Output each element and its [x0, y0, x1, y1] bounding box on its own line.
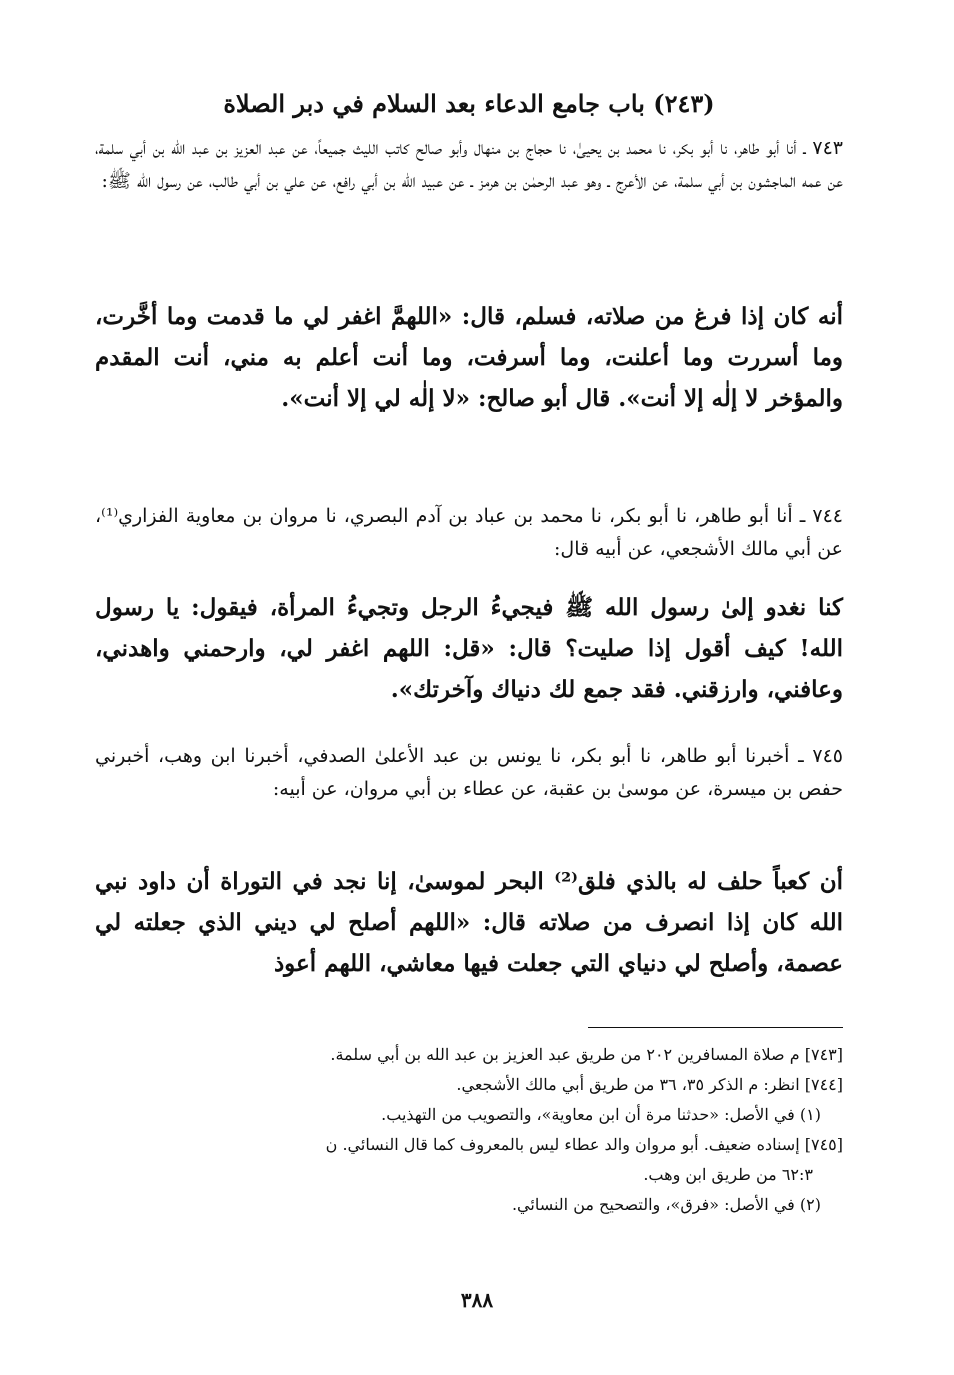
footnote-separator — [588, 1027, 843, 1028]
hadith-745-matn: أن كعباً حلف له بالذي فلق⁽²⁾ البحر لموسىٰ، إنا نجد في التوراة أن داود نبي الله كان إذا انصرف من صلاته قال: «اللهم أصلح لي ديني الذي جعلته لي عصمة، وأصلح لي دنياي التي جعلت فيها معاشي، اللهم أعوذ — [95, 868, 843, 977]
page-number: ٣٨٨ — [460, 1288, 494, 1312]
footnote-2: (٢) في الأصل: «فرق»، والتصحيح من النسائي. — [511, 1195, 821, 1214]
footnotes — [95, 1040, 843, 1220]
footnote-744: [٧٤٤] انظر: م الذكر ٣٥، ٣٦ من طريق أبي مالك الأشجعي. — [456, 1075, 843, 1094]
hadith-744-isnad: ٧٤٤ ـ أنا أبو طاهر، نا أبو بكر، نا محمد بن عباد بن آدم البصري، نا مروان بن معاوية الفزاري⁽¹⁾، عن أبي مالك الأشجعي، عن أبيه قال: — [95, 505, 843, 560]
footnote-1: (١) في الأصل: «حدثنا مرة أن ابن معاوية»، والتصويب من التهذيب. — [381, 1105, 821, 1124]
footnote-745: [٧٤٥] إسناده ضعيف. أبو مروان والد عطاء ليس بالمعروف كما قال النسائي. ن — [325, 1135, 843, 1154]
hadith-743-matn: أنه كان إذا فرغ من صلاته، فسلم، قال: «اللهمَّ اغفر لي ما قدمت وما أخَّرت، وما أسررت وما أعلنت، وما أسرفت، وما أنت أعلم به مني، أنت المقدم والمؤخر لا إلٰه إلا أنت». قال أبو صالح: «لا إلٰه لي إلا أنت». — [95, 303, 843, 412]
chapter-title: (٢٤٣) باب جامع الدعاء بعد السلام في دبر الصلاة — [223, 89, 715, 118]
hadith-743-isnad: ٧٤٣ ـ أنا أبو طاهر، نا أبو بكر، نا محمد بن يحيىٰ، نا حجاج بن منهال وأبو صالح كاتب الليث جميعاً، عن عبد العزيز بن عبد الله بن أبي سلمة، عن عمه الماجشون بن أبي سلمة، عن الأعرج ـ وهو عبد الرحمٰن بن هرمز ـ عن عبيد الله بن أبي رافع، عن علي بن أبي طالب، عن رسول الله ﷺ: — [95, 137, 843, 192]
hadith-745-isnad: ٧٤٥ ـ أخبرنا أبو طاهر، نا أبو بكر، نا يونس بن عبد الأعلىٰ الصدفي، أخبرنا ابن وهب، أخبرني حفص بن ميسرة، عن موسىٰ بن عقبة، عن عطاء بن أبي مروان، عن أبيه: — [95, 745, 843, 800]
footnote-743: [٧٤٣] م صلاة المسافرين ٢٠٢ من طريق عبد العزيز بن عبد الله بن أبي سلمة. — [330, 1045, 843, 1064]
hadith-744-matn: كنا نغدو إلىٰ رسول الله ﷺ فيجيءُ الرجل وتجيءُ المرأة، فيقول: يا رسول الله! كيف أقول إذا صليت؟ قال: «قل: اللهم اغفر لي، وارحمني واهدني، وعافني، وارزقني. فقد جمع لك دنياك وآخرتك». — [95, 594, 843, 703]
footnote-745-continued: ٦٢:٣ من طريق ابن وهب. — [643, 1165, 813, 1184]
